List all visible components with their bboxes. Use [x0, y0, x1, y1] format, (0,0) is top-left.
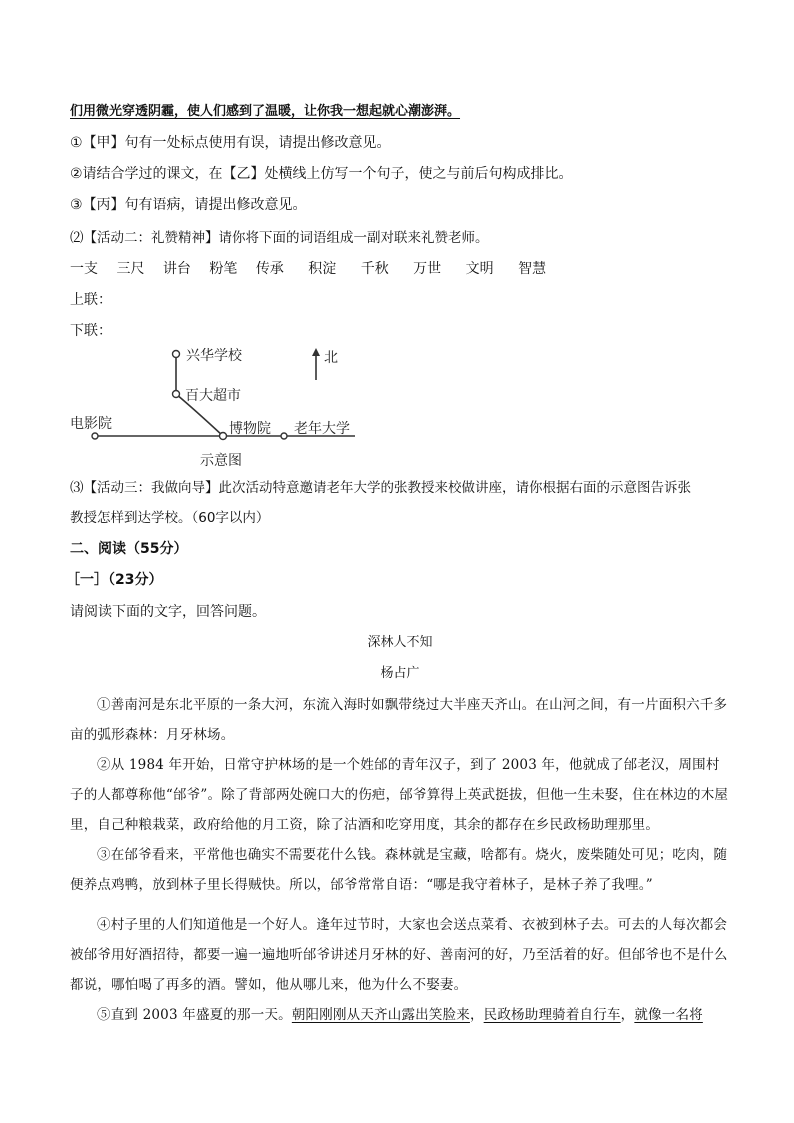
word: 万世: [413, 261, 442, 277]
label-laonian: 老年大学: [294, 421, 350, 437]
upper-couplet-label: 上联：: [70, 292, 112, 308]
word: 千秋: [360, 261, 389, 277]
article-title: 深林人不知: [367, 635, 433, 650]
reading-instruction: 请阅读下面的文字，回答问题。: [70, 604, 266, 620]
xinghua-node: [173, 351, 180, 358]
word: 积淀: [308, 261, 337, 277]
word: 一支: [70, 261, 98, 277]
word: 粉笔: [209, 261, 238, 277]
route-map: [0, 340, 794, 470]
label-xinghua: 兴华学校: [186, 348, 242, 364]
word: 讲台: [162, 261, 191, 277]
word: 智慧: [518, 261, 547, 277]
activity-3-line-2: 教授怎样到达学校。（60字以内）: [70, 510, 270, 526]
p5-sep-2: ，: [620, 1007, 635, 1023]
paragraph-2: ②从 1984 年开始，日常守护林场的是一个姓邰的青年汉子，到了 2003 年，他就成了邰老汉，周围村子的人都尊称他“邰爷”。除了背部两处碗口大的伤疤，邰爷算得上英武挺拔，但他一生未娶，住在林边的木屋里，自己种粮栽菜，政府给他的月工资，除了沽酒和吃穿用度，其余的都存在乡民政杨助理那里。: [70, 757, 729, 833]
top-line: 们用微光穿透阴霾，使人们感到了温暖，让你我一想起就心潮澎湃。: [70, 104, 461, 119]
bowuyuan-node: [220, 433, 227, 440]
p5-underlined-1: 朝阳刚刚从天齐山露出笑脸来: [291, 1007, 470, 1023]
p5-underlined-3: 就像一名将: [634, 1007, 703, 1023]
paragraph-4: ④村子里的人们知道他是一个好人。逢年过节时，大家也会送点菜肴、衣被到林子去。可去的人每次都会被邰爷用好酒招待，都要一遍一遍地听邰爷讲述月牙林的好、善南河的好，乃至活着的好。但邰爷也不是什么都说，哪怕喝了再多的酒。譬如，他从哪儿来，他为什么不娶妻。: [70, 917, 728, 993]
question-3: ③【丙】句有语病，请提出修改意见。: [70, 197, 307, 213]
label-baida: 百大超市: [185, 388, 241, 404]
north-arrowhead-icon: [312, 348, 320, 356]
subsection-1-heading: ［一］（23分）: [66, 572, 163, 588]
word: 三尺: [116, 261, 145, 277]
word-list: [70, 259, 730, 279]
p5-underlined-2: 民政杨助理骑着自行车: [483, 1007, 621, 1023]
laonian-node: [281, 433, 287, 439]
p5-sep-1: ，: [469, 1007, 484, 1023]
article-author: 杨占广: [380, 666, 420, 681]
question-2: ②请结合学过的课文，在【乙】处横线上仿写一个句子，使之与前后句构成排比。: [70, 166, 573, 182]
word: 传承: [255, 261, 284, 277]
paragraph-5: [70, 1000, 730, 1030]
map-caption: 示意图: [200, 453, 242, 469]
label-dianying: 电影院: [70, 416, 112, 432]
activity-3-line-1: ⑶【活动三：我做向导】此次活动特意邀请老年大学的张教授来校做讲座，请你根据右面的示意图告诉张: [70, 480, 691, 496]
lower-couplet-label: 下联：: [70, 323, 112, 339]
p5-start: ⑤直到 2003 年盛夏的那一天。: [97, 1007, 292, 1023]
activity-2: ⑵【活动二：礼赞精神】请你将下面的词语组成一副对联来礼赞老师。: [70, 230, 489, 246]
dianying-node: [92, 433, 98, 439]
question-1: ①【甲】句有一处标点使用有误，请提出修改意见。: [70, 135, 391, 151]
word: 文明: [465, 261, 494, 277]
paragraph-3: ③在邰爷看来，平常他也确实不需要花什么钱。森林就是宝藏，啥都有。烧火，废柴随处可见；吃肉，随便养点鸡鸭，放到林子里长得贼快。所以，邰爷常常自语：“哪是我守着林子，是林子养了我哩。”: [70, 847, 728, 893]
label-bowuyuan: 博物院: [229, 421, 271, 437]
baida-node: [173, 391, 180, 398]
label-north: 北: [324, 350, 338, 366]
section-2-heading: 二、阅读（55分）: [70, 541, 188, 557]
paragraph-1: ①善南河是东北平原的一条大河，东流入海时如飘带绕过大半座天齐山。在山河之间，有一片面积六千多亩的弧形森林：月牙林场。: [70, 697, 728, 743]
